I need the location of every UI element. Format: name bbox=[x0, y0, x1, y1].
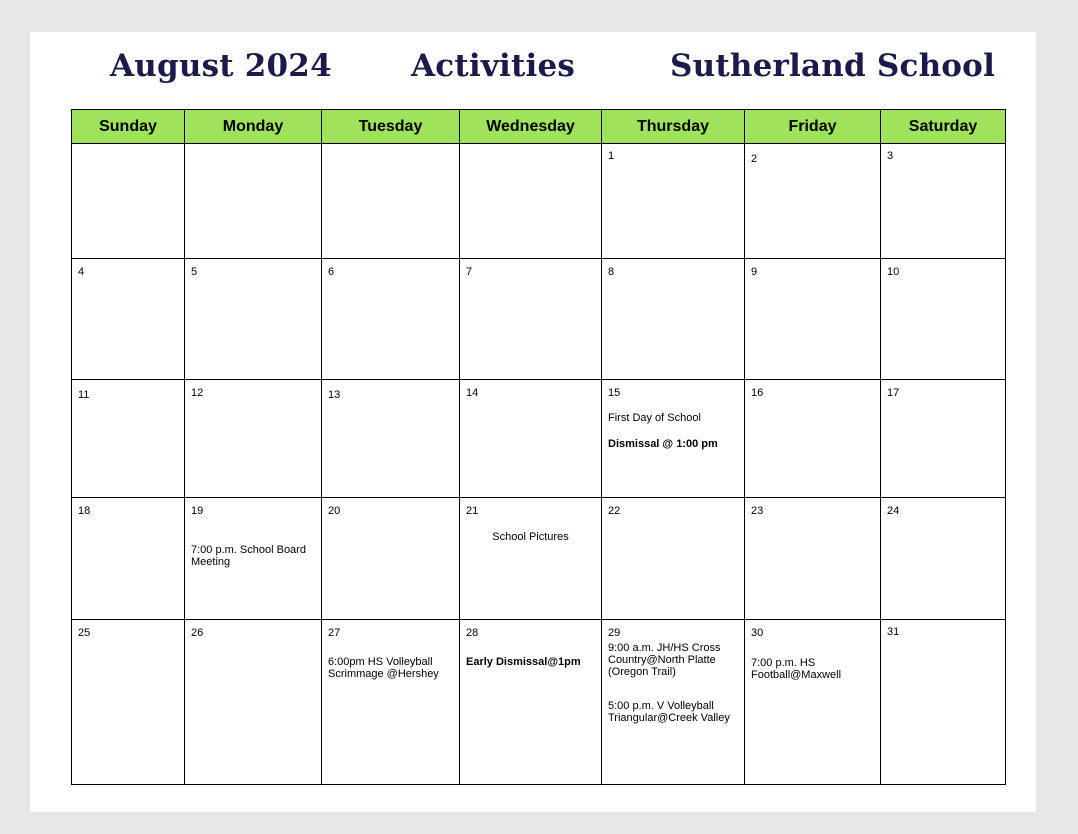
day-number: 30 bbox=[751, 627, 764, 639]
day-cell bbox=[881, 498, 1006, 620]
day-cell bbox=[602, 259, 745, 380]
day-number: 15 bbox=[608, 387, 621, 399]
week-row-1 bbox=[72, 144, 1006, 259]
event-early-dismissal: Early Dismissal@1pm bbox=[466, 656, 581, 668]
day-number: 2 bbox=[751, 153, 758, 165]
day-number: 13 bbox=[328, 389, 341, 401]
day-number: 10 bbox=[887, 266, 900, 278]
day-cell bbox=[72, 498, 185, 620]
calendar-grid bbox=[71, 109, 1006, 785]
day-number: 11 bbox=[78, 389, 90, 401]
weekday-wednesday: Wednesday bbox=[460, 110, 602, 144]
day-cell bbox=[602, 498, 745, 620]
day-number: 23 bbox=[751, 505, 764, 517]
school-title: Sutherland School bbox=[670, 48, 996, 84]
day-cell bbox=[72, 620, 185, 785]
week-row-2 bbox=[72, 259, 1006, 380]
day-cell bbox=[185, 259, 322, 380]
empty-day-cell bbox=[72, 144, 185, 259]
day-cell bbox=[460, 620, 602, 785]
activities-title: Activities bbox=[411, 48, 576, 84]
day-number: 16 bbox=[751, 387, 764, 399]
day-cell bbox=[745, 380, 881, 498]
weekday-saturday: Saturday bbox=[881, 110, 1006, 144]
day-cell bbox=[72, 259, 185, 380]
day-cell bbox=[881, 259, 1006, 380]
day-cell bbox=[322, 380, 460, 498]
day-cell bbox=[322, 259, 460, 380]
week-row-5 bbox=[72, 620, 1006, 785]
weekday-monday: Monday bbox=[185, 110, 322, 144]
day-number: 31 bbox=[887, 626, 900, 638]
weekday-sunday: Sunday bbox=[72, 110, 185, 144]
day-number: 17 bbox=[887, 387, 900, 399]
weekday-friday: Friday bbox=[745, 110, 881, 144]
day-cell bbox=[745, 498, 881, 620]
month-title: August 2024 bbox=[110, 48, 332, 84]
day-number: 8 bbox=[608, 266, 615, 278]
day-number: 4 bbox=[78, 266, 85, 278]
day-number: 24 bbox=[887, 505, 900, 517]
weekday-thursday: Thursday bbox=[602, 110, 745, 144]
day-number: 5 bbox=[191, 266, 198, 278]
day-cell bbox=[460, 259, 602, 380]
day-number: 3 bbox=[887, 150, 894, 162]
day-cell bbox=[602, 620, 745, 785]
day-number: 27 bbox=[328, 627, 341, 639]
day-cell bbox=[745, 259, 881, 380]
week-row-3 bbox=[72, 380, 1006, 498]
event-hs-football: 7:00 p.m. HS Football@Maxwell bbox=[751, 657, 842, 681]
week-row-4 bbox=[72, 498, 1006, 620]
day-number: 26 bbox=[191, 627, 204, 639]
day-number: 1 bbox=[608, 150, 615, 162]
day-number: 12 bbox=[191, 387, 204, 399]
day-cell bbox=[745, 144, 881, 259]
day-number: 21 bbox=[466, 505, 479, 517]
day-number: 29 bbox=[608, 627, 621, 639]
day-cell bbox=[322, 620, 460, 785]
day-cell bbox=[72, 380, 185, 498]
day-number: 7 bbox=[466, 266, 473, 278]
event-dismissal: Dismissal @ 1:00 pm bbox=[608, 438, 718, 450]
day-number: 6 bbox=[328, 266, 335, 278]
day-cell bbox=[745, 620, 881, 785]
day-number: 25 bbox=[78, 627, 91, 639]
event-hs-volleyball-scrimmage: 6:00pm HS Volleyball Scrimmage @Hershey bbox=[328, 656, 439, 680]
event-v-volleyball-triangular: 5:00 p.m. V Volleyball Triangular@Creek Valley bbox=[608, 700, 730, 724]
empty-day-cell bbox=[185, 144, 322, 259]
day-cell bbox=[881, 144, 1006, 259]
day-cell bbox=[881, 380, 1006, 498]
day-number: 20 bbox=[328, 505, 341, 517]
day-number: 18 bbox=[78, 505, 91, 517]
day-cell bbox=[185, 380, 322, 498]
day-cell bbox=[881, 620, 1006, 785]
day-number: 28 bbox=[466, 627, 479, 639]
day-cell bbox=[185, 498, 322, 620]
weekday-header-row bbox=[72, 110, 1006, 144]
weekday-tuesday: Tuesday bbox=[322, 110, 460, 144]
day-number: 22 bbox=[608, 505, 621, 517]
event-first-day-of-school: First Day of School bbox=[608, 412, 701, 424]
calendar-page bbox=[30, 32, 1036, 812]
event-school-pictures: School Pictures bbox=[492, 531, 569, 543]
day-cell bbox=[460, 380, 602, 498]
empty-day-cell bbox=[322, 144, 460, 259]
day-cell bbox=[602, 380, 745, 498]
day-cell bbox=[322, 498, 460, 620]
day-number: 9 bbox=[751, 266, 758, 278]
day-cell bbox=[602, 144, 745, 259]
day-cell bbox=[185, 620, 322, 785]
event-cross-country: 9:00 a.m. JH/HS Cross Country@North Platte (Oregon Trail) bbox=[608, 642, 721, 678]
day-number: 14 bbox=[466, 387, 479, 399]
day-cell bbox=[460, 498, 602, 620]
event-school-board-meeting: 7:00 p.m. School Board Meeting bbox=[191, 544, 306, 568]
day-number: 19 bbox=[191, 505, 204, 517]
empty-day-cell bbox=[460, 144, 602, 259]
